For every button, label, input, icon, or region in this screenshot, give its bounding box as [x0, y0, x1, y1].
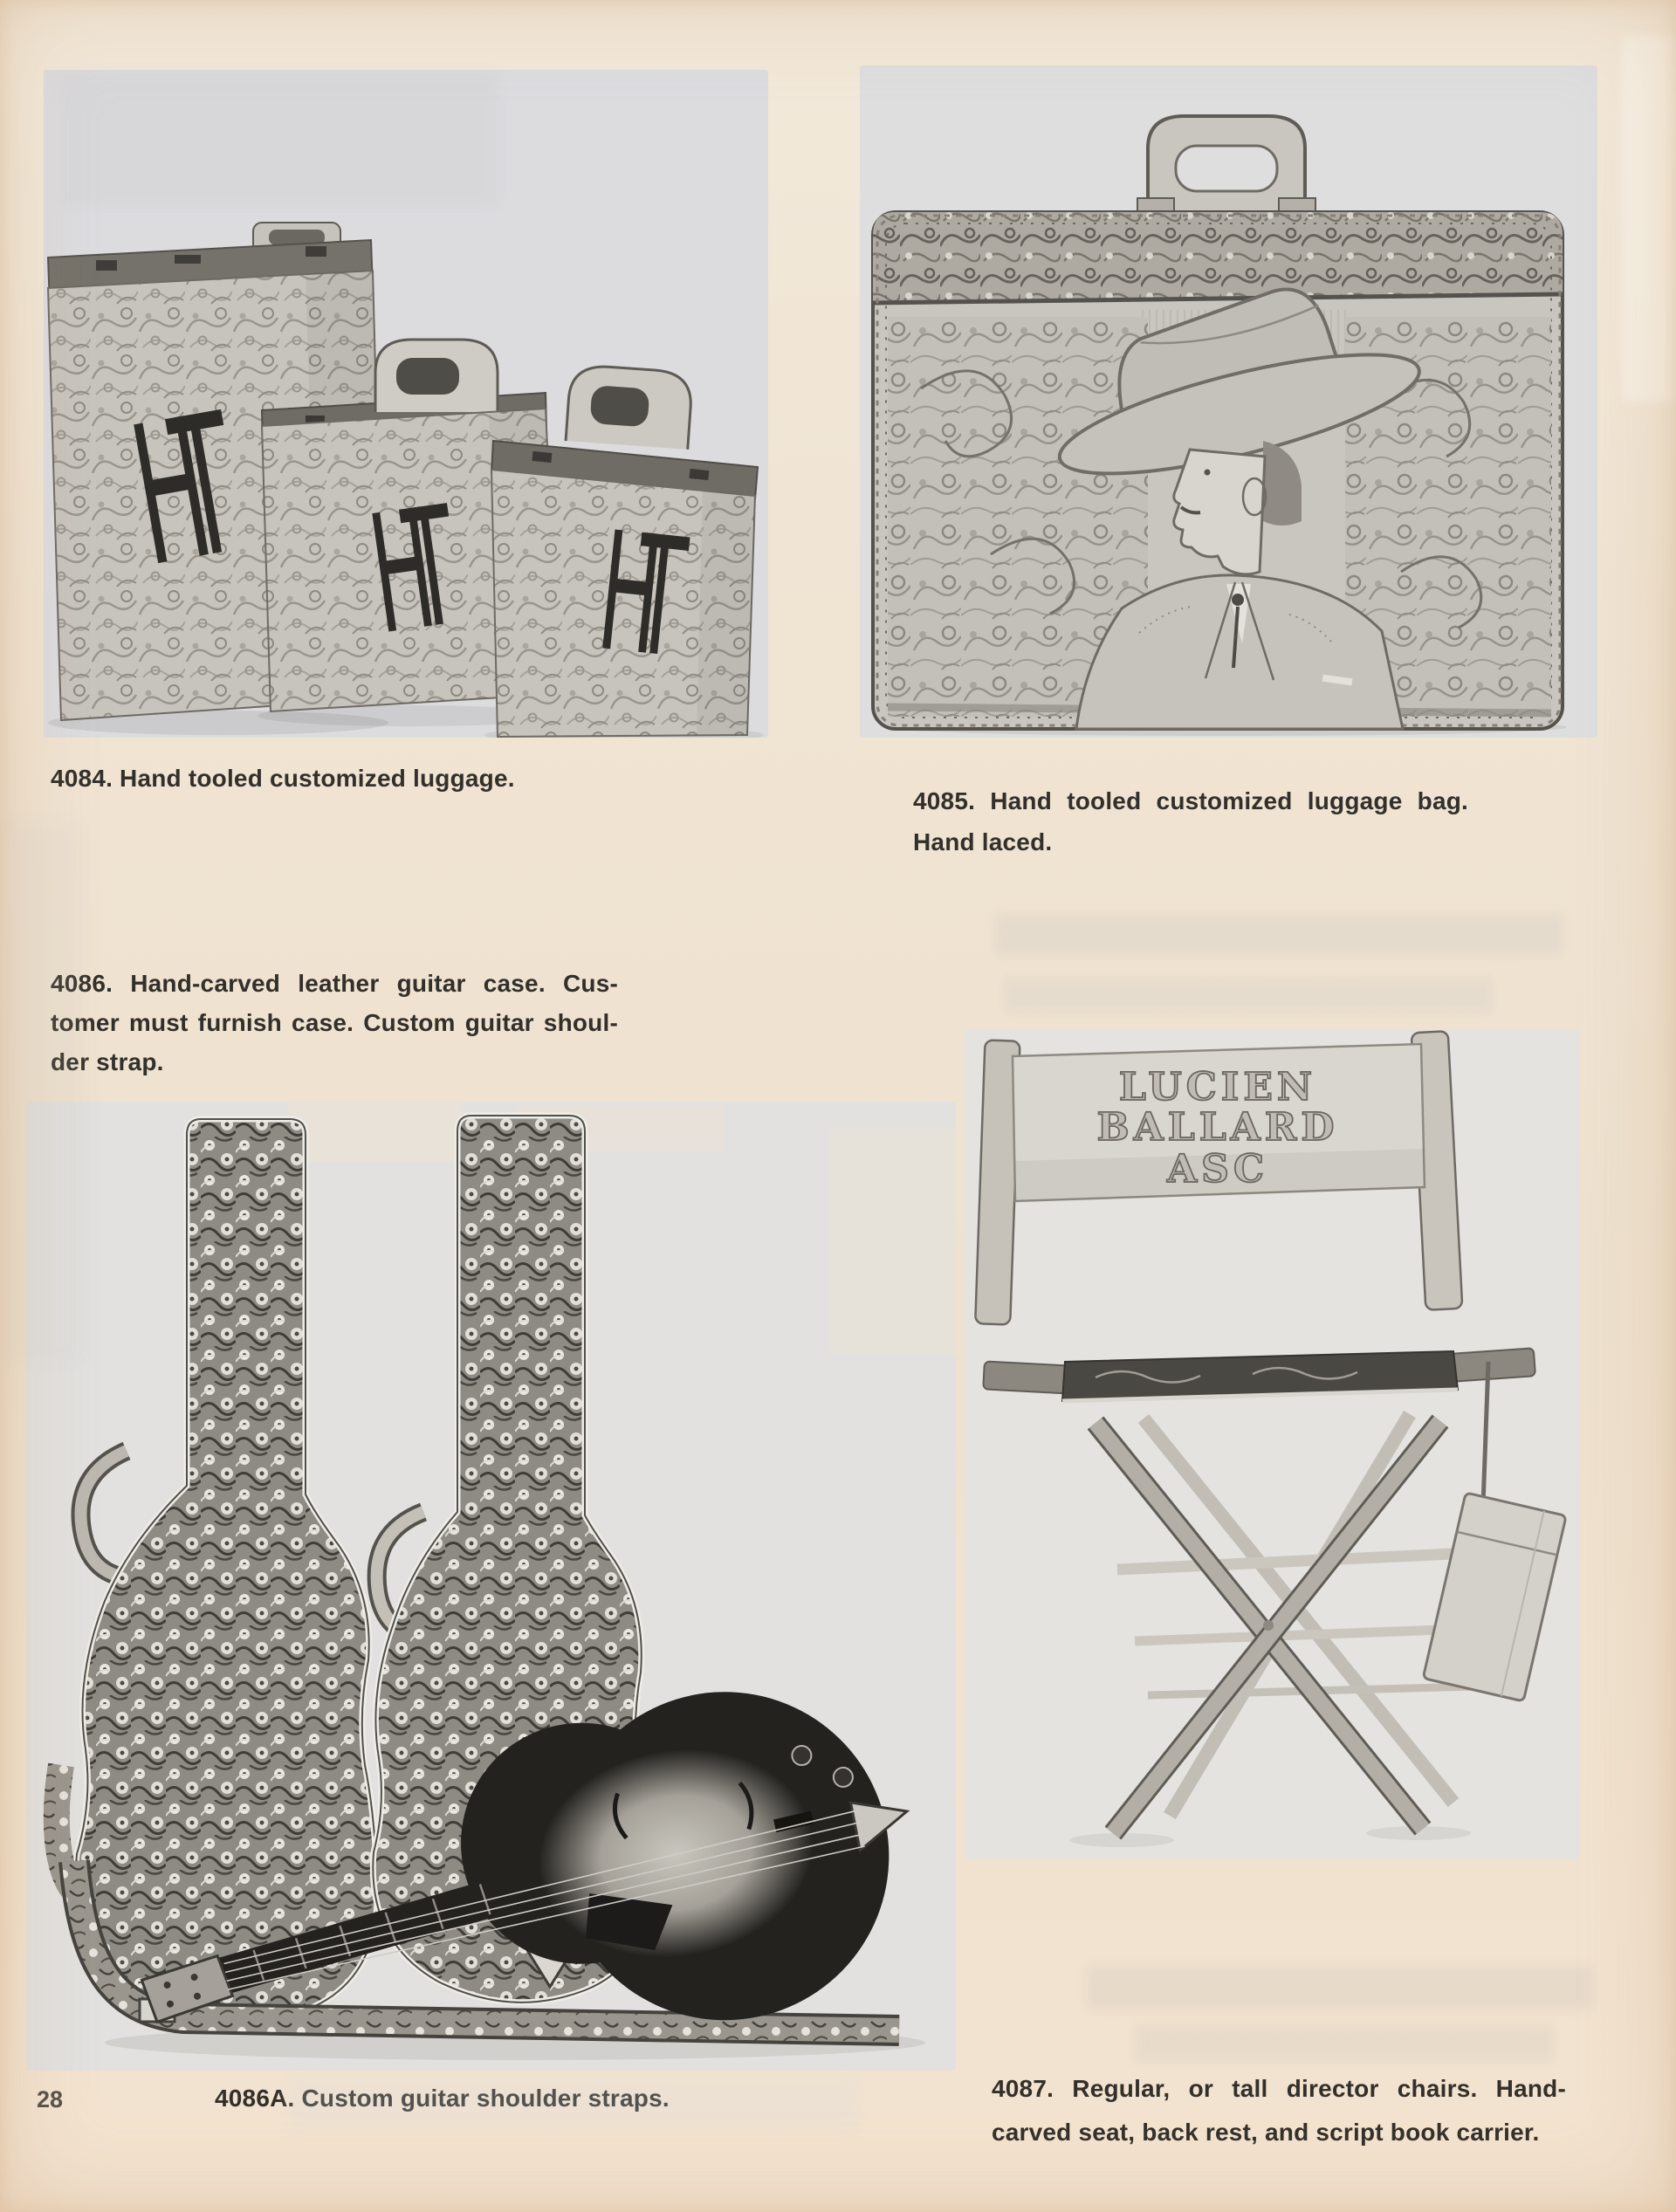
luggage-set-photo [44, 70, 768, 738]
monogram-text: HT [118, 375, 226, 610]
caption-4084 [51, 759, 526, 798]
caption-line: tomer must furnish case. Custom guitar shoul- [51, 1009, 618, 1036]
guitar-cases-illustration [26, 1102, 956, 2071]
caption-4086 [51, 964, 618, 1082]
caption-line: der strap. [51, 1048, 164, 1075]
luggage-bag-illustration [860, 65, 1597, 738]
chair-back-text-line3: ASC [1167, 1147, 1268, 1192]
script-book-carrier [1423, 1362, 1566, 1701]
director-chair-photo [965, 1030, 1580, 1859]
director-chair-illustration [965, 1030, 1580, 1859]
chair-back-text-line2: BALLARD [1096, 1105, 1339, 1150]
caption-line: 4086A. Custom guitar shoulder straps. [215, 2085, 670, 2112]
caption-line: Hand laced. [913, 828, 1053, 855]
luggage-set-illustration [44, 70, 768, 738]
caption-4087 [992, 2067, 1566, 2154]
monogram-text: HT [360, 473, 445, 671]
page-showthrough [1622, 35, 1676, 402]
caption-4086a [215, 2078, 704, 2118]
caption-line: 4084. Hand tooled customized luggage. [51, 765, 515, 792]
chair-seat [1062, 1351, 1458, 1401]
caption-line: 4086. Hand-carved leather guitar case. Cus- [51, 970, 618, 997]
caption-line: 4087. Regular, or tall director chairs. Hand- [992, 2075, 1566, 2102]
page-showthrough [1087, 1966, 1593, 2009]
guitar-case-left [76, 1119, 378, 2023]
monogram-text: HT [590, 495, 670, 692]
guitar-cases-photo [26, 1102, 956, 2071]
luggage-bag-photo [860, 65, 1597, 738]
chair-back-rest [1013, 1044, 1425, 1201]
bag-handle [1137, 116, 1315, 223]
chair-back-text-line1: LUCIEN [1118, 1065, 1317, 1109]
page-showthrough [1135, 2025, 1554, 2062]
caption-line: 4085. Hand tooled customized luggage bag. [913, 787, 1468, 814]
page-showthrough [995, 915, 1563, 955]
page-showthrough [1004, 978, 1493, 1013]
caption-4085 [913, 780, 1468, 862]
page-number: 28 [37, 2086, 64, 2112]
caption-line: carved seat, back rest, and script book carrier. [992, 2119, 1540, 2146]
